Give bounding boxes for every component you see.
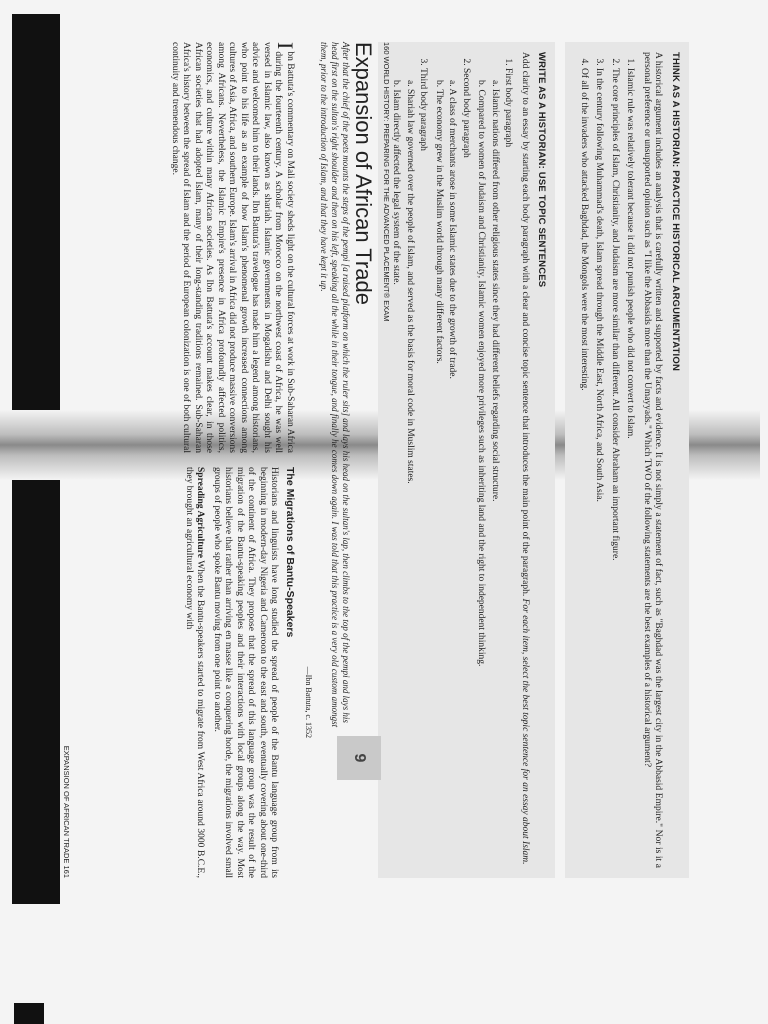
option: a. Shariah law governed over the people of Islam, and served as the basis for moral code in Muslim states. (405, 80, 415, 484)
list-item: 3. In the century following Muhammad's death, Islam spread through the Middle East, North Africa, and South Asia. (593, 68, 605, 868)
chapter-number-badge: 9 (337, 736, 381, 780)
list-item: 2. The core principles of Islam, Christianity, and Judaism are more similar than different. All consider Abraham an important figure. (609, 68, 621, 868)
section-heading: The Migrations of Bantu-Speakers (284, 467, 296, 638)
list-item: 1. First body paragraph a. Islamic nations differed from other religious states since they had different beliefs regarding social structure. b. Compared to women of Judaism and Christianity, Islamic women enjoyed more privileges such as inheriting land and the right to independent thinking. (475, 68, 514, 868)
paragraph-list (390, 52, 514, 868)
topic-sentences-box (378, 42, 556, 878)
practice-argumentation-box (566, 42, 690, 878)
chapter-title: Expansion of African Trade (351, 42, 376, 305)
option: b. Islam directly affected the legal system of the state. (391, 80, 402, 285)
intro-paragraph: I bn Battuta's commentary on Mali society sheds light on the cultural forces at work in Sub-Saharan Africa during the fourteenth century. A scholar from Morocco on the northwest coast of Africa, he was well versed in Islamic law, also known as shariah. Islamic governments in Mogadishu and Delhi sought his advice and welcomed him to their lands. Ibn Battuta's travelogue has made him a legend among historians, who point to his life as an example of how Islam's phenomenal growth increased connections among cultures of Asia, Africa, and southern Europe. Islam's arrival in Africa did not produce massive conversions among Africans. Nevertheless, the Islamic Empire's presence in Africa profoundly affected politics, economics, and culture within many African societies. As Ibn Battuta's account makes clear, in those African societies that had adopted Islam, many of their long-standing traditions remained. Sub-Saharan Africa's history between the spread of Islam and the period of European colonization is one of both cultural continuity and tremendous change. (170, 42, 298, 453)
option: b. Compared to women of Judaism and Christianity, Islamic women enjoyed more privileges such as inheriting land and the right to independent thinking. (476, 80, 487, 667)
box-intro: Add clarity to an essay by starting each body paragraph with a clear and concise topic sentence that introduces the main point of the paragraph. For each item, select the best topic sentence for an essay about Islam. (520, 52, 530, 865)
box-intro: A historical argument includes an analysis that is carefully written and supported by facts and evidence. It is not simply a statement of fact, such as "Baghdad was the largest city in the Abbasid Empire." Nor is it a personal preference or unsupported opinion such as "I like the Abbasids more than the Umayyads." Which TWO of the following statements are the best examples of a historical argument? (642, 52, 664, 868)
box-intro-italic: For each item, select the best topic sentence for an essay about Islam. (520, 598, 530, 865)
list-item: 4. Of all of the invaders who attacked Baghdad, the Mongols were the most interesting. (578, 68, 590, 868)
section-paragraph: Historians and linguists have long studied the spread of people of the Bantu language group from its beginning in modern-day Nigeria and Cameroon to the east and south, eventually covering about one-third of the continent of Africa. They propose that the spread of this language group was the result of the migration of the Bantu-speaking peoples and their interactions with local groups along the way. Most historians believe that rather than arriving en masse like a conquering horde, the migrations involved small groups of people who spoke Bantu moving from one point to another. (212, 467, 280, 878)
epigraph-attribution: —Ibn Battuta, c. 1352 (304, 666, 314, 738)
option: a. Islamic nations differed from other religious states since they had different beliefs regarding social structure. (490, 80, 500, 502)
list-item: 3. Third body paragraph a. Shariah law governed over the people of Islam, and served as the basis for moral code in Muslim states. b. Islam directly affected the legal system of the state. (390, 68, 429, 868)
subsection-paragraph: Spreading Agriculture When the Bantu-speakers started to migrate from West Africa around 3000 B.C.E., they brought an agricultural economy with (184, 467, 206, 878)
page-footer: 160 WORLD HISTORY: PREPARING FOR THE ADVANCED PLACEMENT® EXAM (382, 42, 392, 322)
body-columns (169, 42, 296, 878)
right-page (55, 20, 385, 900)
page-footer: EXPANSION OF AFRICAN TRADE 161 (62, 745, 72, 878)
list-item: 1. Islamic rule was relatively tolerant because it did not punish people who did not convert to Islam. (624, 68, 636, 868)
option: b. The economy grew in the Muslim world through many different factors. (434, 80, 444, 364)
option: a. A class of merchants arose in some Islamic states due to the growth of trade. (447, 80, 458, 379)
scanner-edge-corner (14, 1003, 44, 1024)
box-heading: WRITE AS A HISTORIAN: USE TOPIC SENTENCES (536, 52, 548, 288)
statement-list (578, 52, 636, 868)
left-page (375, 20, 705, 900)
list-item: 2. Second body paragraph a. A class of merchants arose in some Islamic states due to the growth of trade. b. The economy grew in the Muslim world through many different factors. (433, 68, 472, 868)
epigraph: After that the chief of the poets mounts the steps of the pempi [a raised platform on which the ruler sits] and lays his head on the sultan's lap, then climbs to the top of the pempi and lays his head first on the sultan's right shoulder and then on his left, speaking all the while in their tongue, and finally he comes down again. I was told that this practice is a very old custom amongst them, prior to the introduction of Islam, and that they have kept it up. (319, 42, 352, 728)
drop-cap: I (273, 42, 298, 50)
box-heading: THINK AS A HISTORIAN: PRACTICE HISTORICAL ARGUMENTATION (670, 52, 681, 372)
